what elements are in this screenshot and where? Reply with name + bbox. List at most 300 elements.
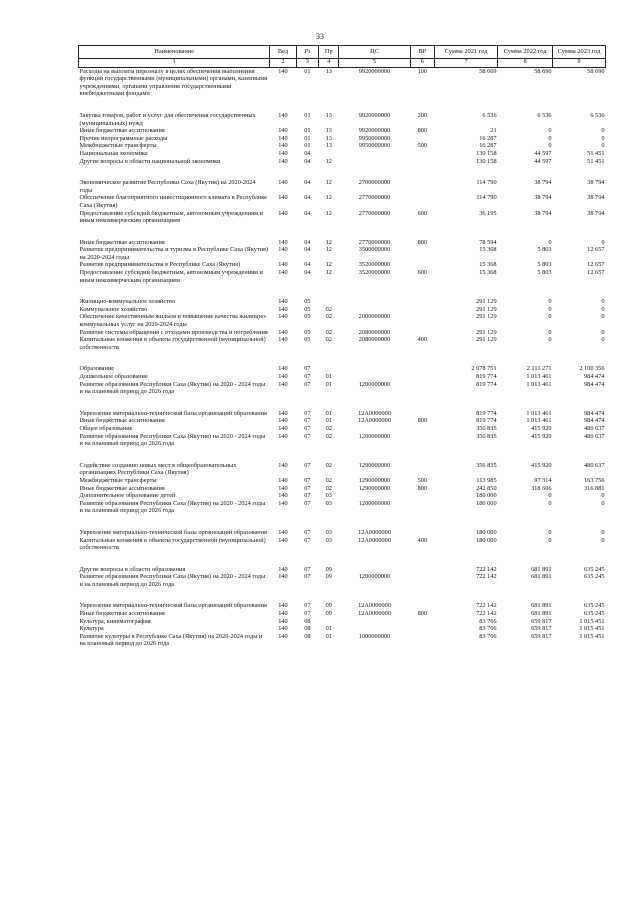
row-rz: 07 <box>304 573 311 581</box>
row-sum-2022: 0 <box>548 499 552 507</box>
row-rz: 07 <box>304 536 311 544</box>
row-ved: 140 <box>278 409 288 417</box>
row-ved: 140 <box>278 238 288 246</box>
row-sum-2022: 38 794 <box>534 194 552 202</box>
row-sum-2023: 0 <box>601 499 605 507</box>
row-ved: 140 <box>278 365 288 373</box>
row-sum-2022: 659 817 <box>531 632 552 640</box>
row-ved: 140 <box>278 269 288 277</box>
row-rz: 07 <box>304 492 311 500</box>
row-sum-2021: 83 766 <box>479 617 497 625</box>
row-sum-2021: 6 536 <box>482 111 497 119</box>
table-row <box>79 329 606 337</box>
row-name: Развитие предпринимательства и туризма в Республике Саха (Якутия) на 2020-2024 годы <box>79 246 269 261</box>
row-pr: 02 <box>325 424 332 432</box>
row-name: Образование <box>79 365 115 373</box>
row-rz: 07 <box>304 432 311 440</box>
row-sum-2022: 6 536 <box>537 111 552 119</box>
row-sum-2023: 6 536 <box>590 111 605 119</box>
row-ved: 140 <box>278 179 288 187</box>
row-sum-2023: 480 637 <box>584 432 605 440</box>
row-ved: 140 <box>278 632 288 640</box>
row-name: Дополнительное образование детей <box>79 492 176 500</box>
row-sum-2022: 0 <box>548 336 552 344</box>
row-sum-2022: 681 891 <box>531 565 552 573</box>
row-sum-2021: 130 158 <box>476 157 497 165</box>
row-rz: 07 <box>304 499 311 507</box>
row-name: Другие вопросы в области образования <box>79 565 186 573</box>
row-sum-2022: 1 013 461 <box>526 417 552 425</box>
header-vr: ВР <box>410 46 434 59</box>
row-sum-2023: 0 <box>601 238 605 246</box>
row-sum-2022: 0 <box>548 305 552 313</box>
row-pr: 01 <box>325 417 332 425</box>
row-pr: 13 <box>325 142 332 150</box>
row-vr <box>410 492 434 500</box>
row-sum-2021: 291 129 <box>476 313 497 321</box>
row-cs <box>339 566 410 574</box>
row-sum-2021: 16 287 <box>479 134 497 142</box>
table-row <box>79 425 606 433</box>
row-sum-2022: 681 891 <box>531 602 552 610</box>
row-spacer <box>79 98 606 112</box>
row-cs: 1290000000 <box>358 461 391 469</box>
row-vr: 800 <box>417 610 428 618</box>
row-sum-2022: 659 817 <box>531 625 552 633</box>
row-ved: 140 <box>278 625 288 633</box>
col-index: 1 <box>79 58 270 67</box>
row-vr <box>410 135 434 143</box>
row-cs: 9920000000 <box>358 111 391 119</box>
row-ved: 140 <box>278 149 288 157</box>
row-sum-2023: 38 794 <box>587 194 605 202</box>
row-pr: 02 <box>325 484 332 492</box>
row-vr <box>410 602 434 610</box>
row-cs <box>339 298 410 306</box>
table-row <box>79 625 606 633</box>
row-sum-2021: 819 774 <box>476 373 497 380</box>
row-sum-2022: 318 606 <box>531 484 552 492</box>
row-ved: 140 <box>278 432 288 440</box>
row-cs: 2770000000 <box>358 209 391 217</box>
row-name: Межбюджетные трансферты <box>79 476 157 484</box>
row-pr: 09 <box>325 573 332 581</box>
row-rz: 07 <box>304 602 311 610</box>
row-ved: 140 <box>278 461 288 469</box>
table-row <box>79 179 606 194</box>
table-row <box>79 462 606 477</box>
row-name: Межбюджетные трансферты <box>79 142 157 150</box>
row-sum-2022: 0 <box>548 298 552 306</box>
row-rz: 05 <box>304 336 311 344</box>
table-row <box>79 633 606 648</box>
row-ved: 140 <box>278 499 288 507</box>
row-pr <box>319 618 339 626</box>
row-pr: 03 <box>325 499 332 507</box>
row-ved: 140 <box>278 67 288 75</box>
row-vr: 400 <box>417 336 428 344</box>
header-cs: ЦС <box>339 46 410 59</box>
row-rz: 04 <box>304 209 311 217</box>
row-sum-2022: 0 <box>548 127 552 135</box>
row-pr: 03 <box>325 536 332 544</box>
row-sum-2022: 44 597 <box>534 157 552 165</box>
col-index: 9 <box>553 58 606 67</box>
row-vr <box>410 462 434 477</box>
row-rz: 07 <box>304 476 311 484</box>
row-cs: 2080000000 <box>358 336 391 344</box>
row-sum-2021: 83 766 <box>479 625 497 633</box>
row-name: Содействие созданию новых мест в общеобразовательных организациях Республики Саха (Якутия) <box>79 461 237 477</box>
row-spacer <box>79 225 606 239</box>
row-ved: 140 <box>278 127 288 135</box>
row-name: Общее образование <box>79 424 133 432</box>
row-sum-2021: 722 142 <box>476 573 497 581</box>
row-vr <box>410 633 434 648</box>
row-sum-2023: 51 451 <box>587 149 605 157</box>
header-sum-2022: Сумма 2022 год <box>498 46 553 59</box>
row-rz: 01 <box>304 127 311 135</box>
table-row <box>79 610 606 618</box>
col-index: 8 <box>498 58 553 67</box>
row-name: Развитие системы обращения с отходами производства и потребления <box>79 328 268 336</box>
row-spacer <box>79 552 606 566</box>
row-sum-2023: 12 657 <box>587 246 605 254</box>
row-cs: 1200000000 <box>358 573 391 581</box>
row-sum-2023: 0 <box>601 336 605 344</box>
table-row <box>79 313 606 328</box>
row-ved: 140 <box>278 380 288 388</box>
row-rz: 04 <box>304 246 311 254</box>
row-sum-2021: 78 594 <box>479 238 497 246</box>
row-pr: 03 <box>325 492 332 500</box>
row-name: Экономическое развитие Республики Саха (Якутия) на 2020-2024 годы <box>79 179 256 194</box>
row-rz: 07 <box>304 373 311 380</box>
table-body <box>79 67 606 648</box>
row-pr <box>319 150 339 158</box>
row-vr <box>410 261 434 269</box>
row-sum-2023: 480 637 <box>584 424 605 432</box>
header-sum-2023: Сумма 2023 год <box>553 46 606 59</box>
row-sum-2021: 15 368 <box>479 246 497 254</box>
row-cs: 12А0000000 <box>358 528 391 536</box>
table-row <box>79 127 606 135</box>
row-pr: 03 <box>325 528 332 536</box>
row-ved: 140 <box>278 313 288 321</box>
row-rz: 07 <box>304 484 311 492</box>
row-rz: 01 <box>304 142 311 150</box>
row-sum-2022: 5 803 <box>537 246 552 254</box>
row-cs <box>339 373 410 381</box>
row-ved: 140 <box>278 373 288 380</box>
row-sum-2022: 0 <box>548 313 552 321</box>
row-sum-2022: 44 597 <box>534 149 552 157</box>
table-row <box>79 566 606 574</box>
row-sum-2021: 819 774 <box>476 409 497 417</box>
row-sum-2023: 0 <box>601 536 605 544</box>
row-rz: 04 <box>304 157 311 165</box>
row-sum-2021: 21 <box>490 127 497 135</box>
row-vr: 500 <box>417 142 428 150</box>
row-name: Предоставление субсидий бюджетным, автономным учреждениям и иным некоммерческим организациям <box>79 209 263 225</box>
row-name: Развитие образования Республики Саха (Якутия) на 2020 - 2024 годы и на плановый период до 2026 года <box>79 573 266 588</box>
table-row <box>79 261 606 269</box>
table-row <box>79 410 606 418</box>
row-vr: 800 <box>417 484 428 492</box>
row-vr <box>410 618 434 626</box>
table-row <box>79 373 606 381</box>
table-row <box>79 112 606 127</box>
col-index: 2 <box>270 58 296 67</box>
row-sum-2022: 1 013 461 <box>526 409 552 417</box>
row-cs: 9920000000 <box>358 67 391 75</box>
row-name: Обеспечение благоприятного инвестиционного климата в Республике Саха (Якутия) <box>79 194 267 209</box>
col-index: 3 <box>296 58 318 67</box>
row-name: Развитие культуры в Республике Саха (Якутия) на 2020-2024 годы и на плановый период до 2026 года <box>79 632 263 648</box>
row-sum-2023: 0 <box>601 134 605 142</box>
row-pr: 12 <box>325 269 332 277</box>
row-cs <box>339 618 410 626</box>
row-sum-2023: 0 <box>601 305 605 313</box>
row-ved: 140 <box>278 336 288 344</box>
table-row <box>79 306 606 314</box>
row-sum-2023: 635 245 <box>584 610 605 618</box>
row-sum-2021: 113 985 <box>476 476 497 484</box>
row-sum-2021: 819 774 <box>476 417 497 425</box>
row-name: Национальная экономика <box>79 149 148 157</box>
row-sum-2021: 114 790 <box>476 194 497 202</box>
row-sum-2022: 0 <box>548 328 552 336</box>
row-sum-2023: 0 <box>601 528 605 536</box>
row-vr <box>410 158 434 166</box>
row-sum-2023: 12 657 <box>587 269 605 277</box>
row-ved: 140 <box>278 298 288 306</box>
table-row <box>79 67 606 98</box>
row-name: Капитальные вложения в объекты государственной (муниципальной) собственности <box>79 336 266 351</box>
row-ved: 140 <box>278 417 288 425</box>
row-pr: 13 <box>325 111 332 119</box>
row-sum-2022: 0 <box>548 492 552 500</box>
table-row <box>79 537 606 552</box>
row-name: Капитальные вложения в объекты государственной (муниципальной) собственности <box>79 536 266 552</box>
row-sum-2023: 0 <box>601 127 605 135</box>
row-sum-2022: 58 690 <box>534 67 552 75</box>
table-row <box>79 269 606 284</box>
row-sum-2022: 681 891 <box>531 610 552 618</box>
row-sum-2021: 83 766 <box>479 632 497 640</box>
table-row <box>79 210 606 225</box>
row-sum-2022: 2 111 271 <box>526 365 552 373</box>
row-vr: 200 <box>417 111 428 119</box>
row-vr <box>410 306 434 314</box>
table-header-row <box>79 46 606 59</box>
row-pr: 12 <box>325 209 332 217</box>
row-ved: 140 <box>278 194 288 202</box>
row-ved: 140 <box>278 565 288 573</box>
row-name: Дошкольное образование <box>79 373 148 380</box>
col-index: 6 <box>410 58 434 67</box>
row-cs: 2700000000 <box>358 179 391 187</box>
budget-table <box>78 45 606 648</box>
row-ved: 140 <box>278 573 288 581</box>
row-ved: 140 <box>278 536 288 544</box>
table-row <box>79 433 606 448</box>
row-sum-2022: 0 <box>548 536 552 544</box>
row-sum-2022: 38 794 <box>534 209 552 217</box>
table-row <box>79 194 606 209</box>
row-ved: 140 <box>278 246 288 254</box>
row-rz: 05 <box>304 328 311 336</box>
table-row <box>79 239 606 247</box>
row-ved: 140 <box>278 617 288 625</box>
row-rz: 08 <box>304 632 311 640</box>
row-pr: 12 <box>325 238 332 246</box>
row-rz: 07 <box>304 528 311 536</box>
row-cs: 12А0000000 <box>358 536 391 544</box>
row-vr: 800 <box>417 417 428 425</box>
row-sum-2021: 291 129 <box>476 305 497 313</box>
row-ved: 140 <box>278 528 288 536</box>
row-sum-2022: 415 920 <box>531 424 552 432</box>
col-index: 4 <box>319 58 339 67</box>
row-name: Развитие образования Республики Саха (Якутия) на 2020 - 2024 годы и на плановый период до 2026 года <box>79 499 266 515</box>
row-ved: 140 <box>278 610 288 618</box>
row-vr <box>410 410 434 418</box>
row-ved: 140 <box>278 602 288 610</box>
row-pr: 12 <box>325 261 332 269</box>
row-sum-2022: 38 794 <box>534 179 552 187</box>
row-cs: 2770000000 <box>358 194 391 202</box>
row-name: Прочие непрограммные расходы <box>79 134 168 142</box>
row-cs <box>339 150 410 158</box>
row-spacer <box>79 284 606 298</box>
row-name: Закупка товаров, работ и услуг для обеспечения государственных (муниципальных) нужд <box>79 111 256 127</box>
row-sum-2023: 480 637 <box>584 461 605 469</box>
table-row <box>79 485 606 493</box>
row-sum-2023: 635 245 <box>584 573 605 581</box>
row-pr: 02 <box>325 476 332 484</box>
row-name: Иные бюджетные ассигнования <box>79 127 165 135</box>
row-sum-2023: 635 245 <box>584 565 605 573</box>
row-rz: 04 <box>304 179 311 187</box>
row-name: Обеспечение качественным жильем и повышение качества жилищно-коммунальных услуг на 2020-2024 годы <box>79 313 268 329</box>
row-sum-2023: 1 015 451 <box>579 632 605 640</box>
row-pr: 01 <box>325 380 332 388</box>
row-cs <box>339 306 410 314</box>
row-vr <box>410 246 434 261</box>
row-cs <box>339 158 410 166</box>
row-vr <box>410 381 434 396</box>
row-vr <box>410 150 434 158</box>
row-rz: 04 <box>304 194 311 202</box>
row-sum-2021: 16 287 <box>479 142 497 150</box>
row-sum-2022: 5 803 <box>537 269 552 277</box>
row-name: Культура <box>79 625 104 633</box>
row-cs: 12А0000000 <box>358 610 391 618</box>
row-ved: 140 <box>278 476 288 484</box>
row-sum-2022: 415 920 <box>531 461 552 469</box>
row-sum-2023: 0 <box>601 492 605 500</box>
row-ved: 140 <box>278 261 288 269</box>
row-cs: 9950000000 <box>358 142 391 150</box>
row-pr: 02 <box>325 305 332 313</box>
table-row <box>79 602 606 610</box>
row-vr <box>410 313 434 328</box>
table-row <box>79 381 606 396</box>
row-sum-2021: 15 368 <box>479 269 497 277</box>
row-sum-2021: 722 142 <box>476 602 497 610</box>
row-name: Другие вопросы в области национальной экономики <box>79 157 221 165</box>
row-cs: 3500000000 <box>358 246 391 254</box>
row-cs <box>339 425 410 433</box>
row-vr: 600 <box>417 269 428 277</box>
table-row <box>79 417 606 425</box>
row-rz: 04 <box>304 238 311 246</box>
row-pr: 12 <box>325 157 332 165</box>
row-pr: 09 <box>325 602 332 610</box>
row-sum-2022: 0 <box>548 528 552 536</box>
table-row <box>79 142 606 150</box>
row-spacer <box>79 515 606 529</box>
row-spacer <box>79 165 606 179</box>
row-sum-2021: 114 790 <box>476 179 497 187</box>
row-vr <box>410 194 434 209</box>
row-rz: 04 <box>304 269 311 277</box>
row-pr: 12 <box>325 246 332 254</box>
row-name: Иные бюджетные ассигнования <box>79 417 165 425</box>
row-name: Укрепление материально-технической базы организаций образования <box>79 528 267 536</box>
row-sum-2021: 58 669 <box>479 67 497 75</box>
row-ved: 140 <box>278 111 288 119</box>
row-sum-2022: 97 314 <box>534 476 552 484</box>
header-sum-2021: Сумма 2021 год <box>435 46 498 59</box>
row-pr: 02 <box>325 336 332 344</box>
row-ved: 140 <box>278 209 288 217</box>
row-sum-2022: 659 817 <box>531 617 552 625</box>
row-pr: 02 <box>325 328 332 336</box>
table-row <box>79 135 606 143</box>
row-pr: 12 <box>325 194 332 202</box>
header-pr: Пр <box>319 46 339 59</box>
row-sum-2023: 2 100 356 <box>579 365 605 373</box>
row-cs: 2000000000 <box>358 313 391 321</box>
row-vr: 400 <box>417 536 428 544</box>
row-sum-2021: 36 195 <box>479 209 497 217</box>
table-row <box>79 298 606 306</box>
row-rz: 01 <box>304 67 311 75</box>
row-sum-2021: 15 368 <box>479 261 497 269</box>
row-sum-2021: 291 129 <box>476 298 497 306</box>
row-sum-2022: 0 <box>548 142 552 150</box>
row-pr: 09 <box>325 565 332 573</box>
row-sum-2023: 316 881 <box>584 484 605 492</box>
row-rz: 07 <box>304 424 311 432</box>
row-cs: 3520000000 <box>358 269 391 277</box>
row-pr: 13 <box>325 127 332 135</box>
row-sum-2022: 1 013 461 <box>526 373 552 380</box>
column-index-row <box>79 58 606 67</box>
row-cs: 1200000000 <box>358 380 391 388</box>
row-rz: 05 <box>304 305 311 313</box>
row-sum-2022: 5 803 <box>537 261 552 269</box>
row-sum-2021: 291 129 <box>476 328 497 336</box>
row-name: Иные бюджетные ассигнования <box>79 238 165 246</box>
row-pr: 01 <box>325 625 332 633</box>
row-pr: 13 <box>325 134 332 142</box>
row-name: Иные бюджетные ассигнования <box>79 610 165 618</box>
row-spacer <box>79 588 606 602</box>
row-sum-2022: 415 920 <box>531 432 552 440</box>
